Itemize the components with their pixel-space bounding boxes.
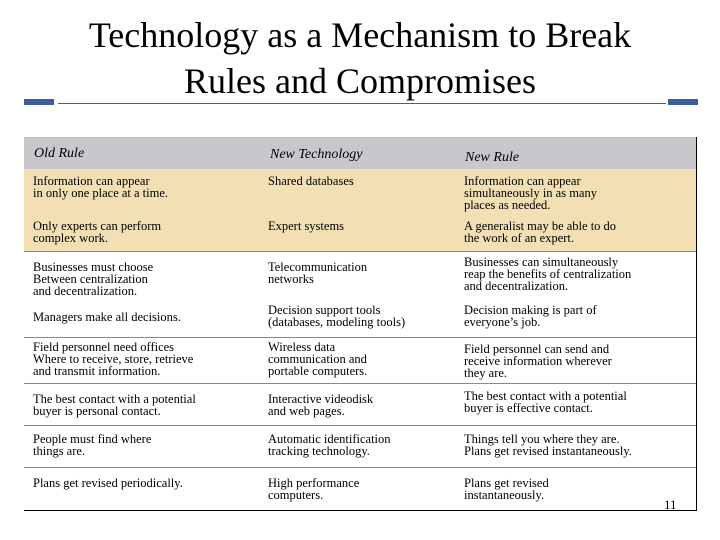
cell-new-technology	[268, 304, 405, 328]
cell-line: Only experts can perform	[33, 219, 162, 233]
cell-line: Interactive videodisk	[268, 392, 374, 406]
cell-old-rule	[33, 477, 183, 489]
cell-line: in only one place at a time.	[33, 186, 169, 200]
cell-new-technology	[268, 261, 367, 285]
cell-line: and web pages.	[268, 404, 345, 418]
cell-line: computers.	[268, 488, 324, 502]
cell-line: Telecommunication	[268, 260, 368, 274]
cell-new-rule	[464, 390, 627, 414]
cell-line: reap the benefits of centralization	[464, 267, 632, 281]
cell-line: Managers make all decisions.	[33, 310, 181, 324]
cell-line: People must find where	[33, 432, 152, 446]
cell-line: Shared databases	[268, 174, 354, 188]
cell-line: they are.	[464, 366, 508, 380]
cell-line: Decision support tools	[268, 303, 381, 317]
cell-line: Businesses can simultaneously	[464, 255, 619, 269]
cell-line: simultaneously in as many	[464, 186, 597, 200]
cell-new-rule	[464, 433, 632, 457]
page-number: 11	[664, 497, 677, 512]
cell-new-rule	[464, 477, 549, 501]
cell-line: Between centralization	[33, 272, 148, 286]
cell-line: Where to receive, store, retrieve	[33, 352, 194, 366]
cell-new-rule	[464, 343, 612, 379]
cell-line: Plans get revised periodically.	[33, 476, 183, 490]
cell-line: The best contact with a potential	[33, 392, 196, 406]
cell-old-rule	[33, 175, 168, 199]
slide-title-line-2: Rules and Compromises	[184, 61, 536, 101]
cell-line: things are.	[33, 444, 86, 458]
cell-line: High performance	[268, 476, 360, 490]
cell-new-technology	[268, 175, 354, 187]
cell-line: Automatic identification	[268, 432, 391, 446]
cell-line: instantaneously.	[464, 488, 545, 502]
header-new-technology: New Technology	[270, 147, 363, 162]
cell-line: portable computers.	[268, 364, 368, 378]
cell-line: complex work.	[33, 231, 108, 245]
cell-line: Information can appear	[464, 174, 581, 188]
cell-old-rule	[33, 261, 153, 297]
cell-new-rule	[464, 175, 597, 211]
cell-line: Expert systems	[268, 219, 345, 233]
cell-line: buyer is personal contact.	[33, 404, 161, 418]
cell-line: Decision making is part of	[464, 303, 597, 317]
slide-title-line-1: Technology as a Mechanism to Break	[88, 15, 632, 55]
cell-line: the work of an expert.	[464, 231, 575, 245]
cell-old-rule	[33, 433, 151, 457]
cell-old-rule	[33, 393, 196, 417]
cell-new-technology	[268, 477, 359, 501]
cell-line: Information can appear	[33, 174, 150, 188]
cell-line: receive information wherever	[464, 354, 612, 368]
cell-new-rule	[464, 256, 631, 292]
cell-old-rule	[33, 311, 181, 323]
cell-line: and decentralization.	[33, 284, 138, 298]
cell-new-rule	[464, 220, 616, 244]
cell-line: tracking technology.	[268, 444, 370, 458]
header-new-rule: New Rule	[465, 150, 520, 165]
cell-line: Plans get revised	[464, 476, 549, 490]
cell-new-technology	[268, 220, 344, 232]
cell-line: places as needed.	[464, 198, 551, 212]
cell-line: A generalist may be able to do	[464, 219, 617, 233]
cell-new-technology	[268, 433, 391, 457]
cell-line: and transmit information.	[33, 364, 161, 378]
cell-old-rule	[33, 341, 193, 377]
slide-title	[0, 12, 720, 104]
cell-line: buyer is effective contact.	[464, 401, 593, 415]
cell-line: Field personnel need offices	[33, 340, 175, 354]
accent-bar-right	[668, 99, 698, 105]
cell-new-technology	[268, 341, 367, 377]
cell-line: communication and	[268, 352, 367, 366]
cell-line: Plans get revised instantaneously.	[464, 444, 632, 458]
accent-bar-left	[24, 99, 54, 105]
cell-line: Field personnel can send and	[464, 342, 610, 356]
cell-line: and decentralization.	[464, 279, 569, 293]
cell-line: (databases, modeling tools)	[268, 315, 406, 329]
cell-line: everyone’s job.	[464, 315, 541, 329]
header-old-rule: Old Rule	[34, 146, 85, 161]
cell-line: Wireless data	[268, 340, 336, 354]
cell-line: The best contact with a potential	[464, 389, 627, 403]
cell-new-rule	[464, 304, 597, 328]
cell-line: Things tell you where they are.	[464, 432, 620, 446]
accent-divider-line	[58, 103, 666, 104]
cell-line: Businesses must choose	[33, 260, 154, 274]
cell-line: networks	[268, 272, 314, 286]
cell-new-technology	[268, 393, 373, 417]
cell-old-rule	[33, 220, 161, 244]
